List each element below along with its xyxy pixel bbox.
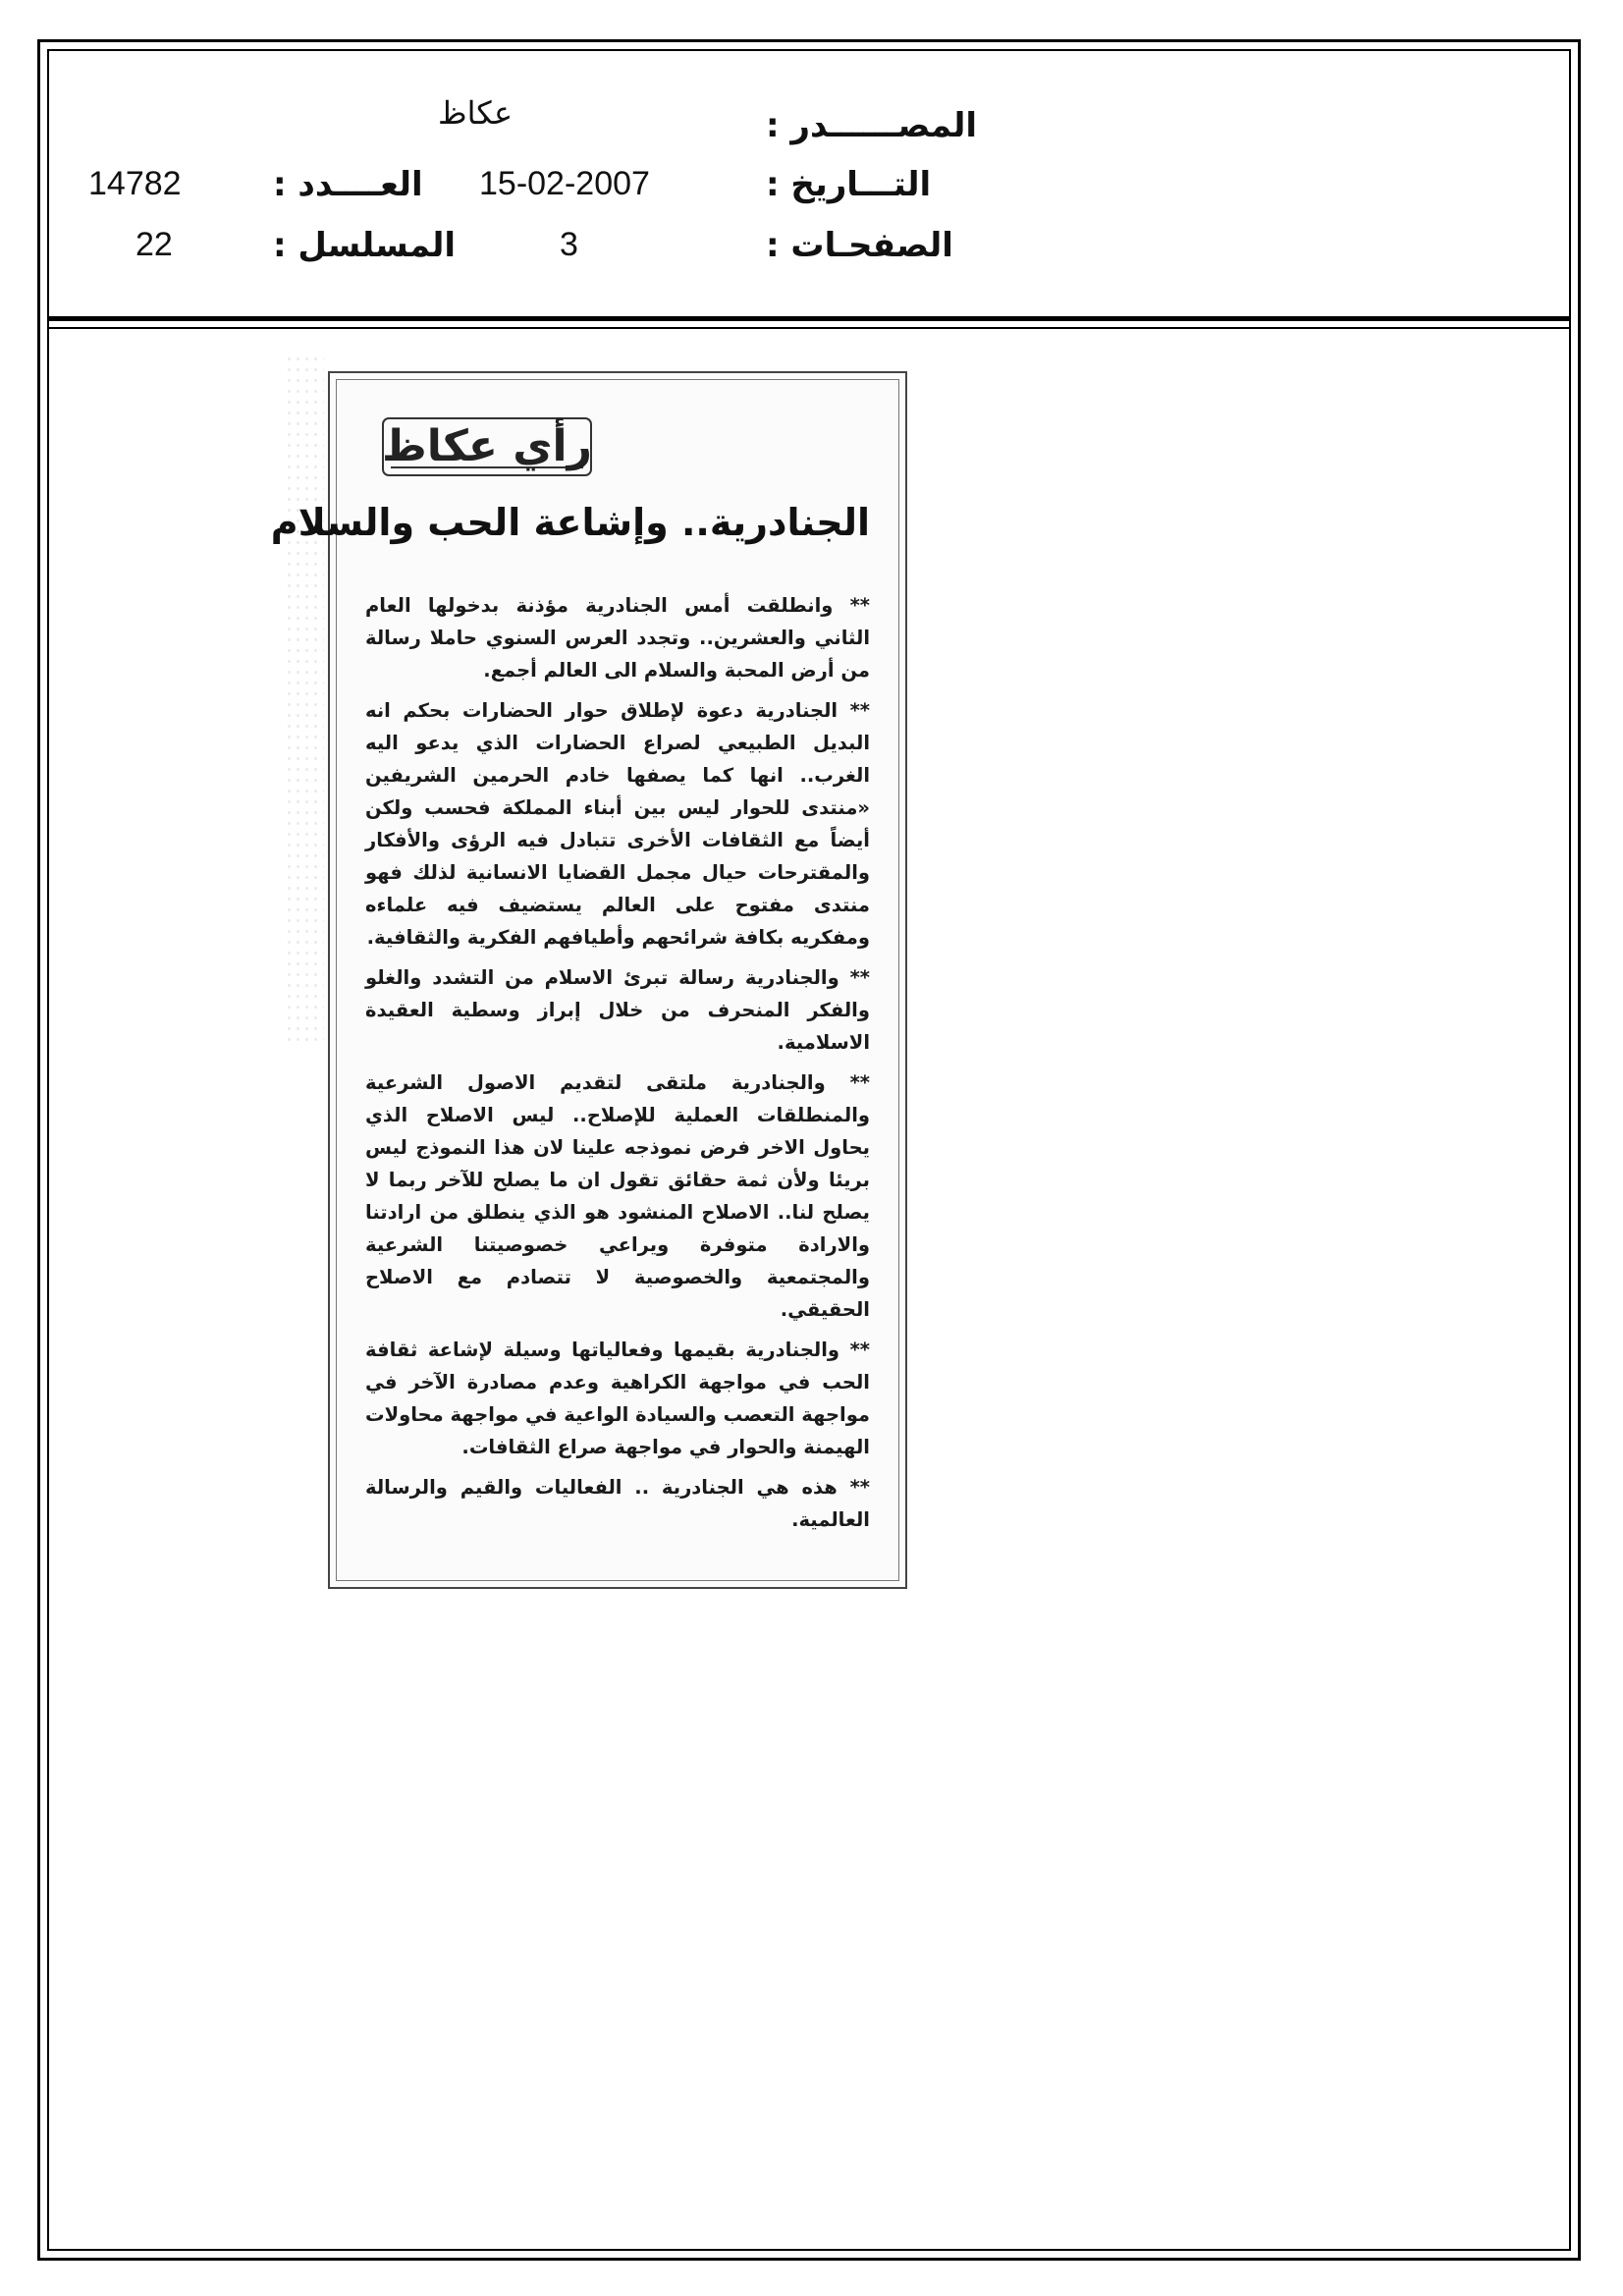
masthead-title: رأي عكاظ (382, 421, 592, 471)
serial-value: 22 (135, 226, 173, 263)
article-paragraph: ** والجنادرية رسالة تبرئ الاسلام من التشدد والغلو والفكر المنحرف من خلال إبراز وسطية العقيدة الاسلامية. (365, 966, 870, 1054)
scan-noise (285, 354, 324, 1041)
article-body (365, 589, 870, 1544)
article-paragraph: ** والجنادرية بقيمها وفعالياتها وسيلة لإشاعة ثقافة الحب في مواجهة الكراهية وعدم مصادرة الآخر في مواجهة التعصب والسيادة الواعية في مواجهة محاولات الهيمنة والحوار في مواجهة صراع الثقافات. (364, 1339, 870, 1458)
header-divider (47, 316, 1571, 321)
date-value: 15-02-2007 (479, 165, 650, 202)
serial-label: المسلسل : (273, 226, 457, 265)
pages-label: الصفحـات : (766, 226, 953, 265)
source-value: عكاظ (438, 95, 514, 131)
article-paragraph: ** والجنادرية ملتقى لتقديم الاصول الشرعية والمنطلقات العملية للإصلاح.. ليس الاصلاح الذي يحاول الاخر فرض نموذجه علينا لان هذا النموذج ليس بريئا ولأن ثمة حقائق تقول ان ما يصلح للآخر ربما لا يصلح لنا.. الاصلاح المنشود هو الذي ينطلق من ارادتنا والارادة متوفرة ويراعي خصوصيتنا الشرعية والمجتمعية والخصوصية لا تتصادم مع الاصلاح الحقيقي. (365, 1071, 870, 1321)
article-paragraph: ** وانطلقت أمس الجنادرية مؤذنة بدخولها العام الثاني والعشرين.. وتجدد العرس السنوي حاملا رسالة من أرض المحبة والسلام الى العالم أجمع. (365, 594, 870, 682)
article-paragraph: ** الجنادرية دعوة لإطلاق حوار الحضارات بحكم انه البديل الطبيعي لصراع الحضارات الذي يدعو اليه الغرب.. انها كما يصفها خادم الحرمين الشريفين «منتدى للحوار ليس بين أبناء المملكة فحسب ولكن أيضاً مع الثقافات الأخرى تتبادل فيه الرؤى والأفكار والمقترحات حيال مجمل القضايا الانسانية لذلك فهو منتدى مفتوح على العالم يستضيف فيه علماءه ومفكريه بكافة شرائحهم وأطيافهم الفكرية والثقافية. (365, 699, 870, 949)
article-headline: الجنادرية.. وإشاعة الحب والسلام (270, 501, 870, 544)
pages-value: 3 (560, 226, 578, 263)
article-paragraph: ** هذه هي الجنادرية .. الفعاليات والقيم والرسالة العالمية. (365, 1476, 870, 1531)
issue-label: العــــدد : (273, 165, 423, 204)
date-label: التـــاريخ : (766, 165, 932, 204)
header-divider-thin (47, 327, 1571, 329)
issue-value: 14782 (88, 165, 182, 202)
column-masthead (381, 416, 593, 477)
article-clipping (270, 371, 907, 1589)
source-label: المصــــــدر : (766, 106, 978, 145)
